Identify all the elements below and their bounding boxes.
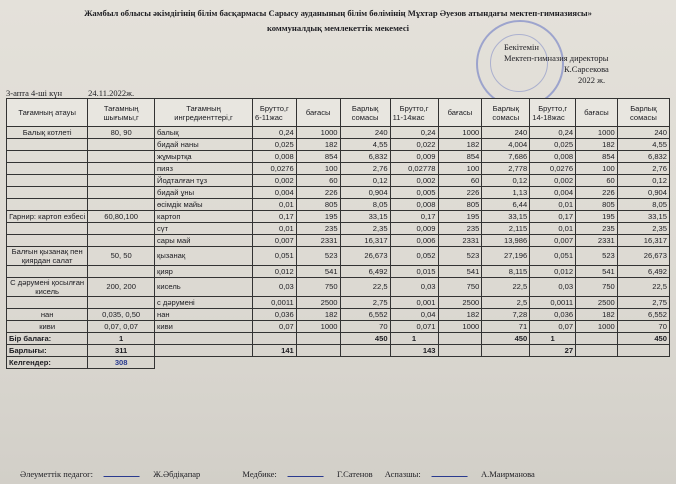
value-cell: 0,12 <box>617 175 669 187</box>
ingredient-cell: өсімдік майы <box>155 199 253 211</box>
value-cell: 750 <box>438 278 482 297</box>
yield-cell <box>88 163 155 175</box>
dish-name-cell <box>7 163 88 175</box>
value-cell: 541 <box>438 266 482 278</box>
ingredient-cell: нан <box>155 309 253 321</box>
ingredient-cell: пияз <box>155 163 253 175</box>
value-cell: 2,778 <box>482 163 530 175</box>
value-cell: 4,004 <box>482 139 530 151</box>
menu-table <box>6 98 670 369</box>
value-cell: 0,24 <box>390 127 438 139</box>
value-cell: 750 <box>296 278 340 297</box>
value-cell: 750 <box>576 278 618 297</box>
dish-name-cell: Балғын қызанақ пен қиярдан салат <box>7 247 88 266</box>
ingredient-cell: жұмыртқа <box>155 151 253 163</box>
col-price-2: бағасы <box>438 99 482 127</box>
value-cell: 26,673 <box>340 247 390 266</box>
ingredient-cell: сүт <box>155 223 253 235</box>
one-child-3: 1 <box>390 333 438 345</box>
approval-block <box>504 42 609 86</box>
nurse-name: Г.Сатенов <box>337 469 373 479</box>
value-cell: 0,03 <box>390 278 438 297</box>
ingredient-cell: картоп <box>155 211 253 223</box>
value-cell: 0,01 <box>252 199 296 211</box>
col-gross-1 <box>252 99 296 127</box>
signature-icon <box>103 468 142 477</box>
value-cell: 0,007 <box>530 235 576 247</box>
col-ingredients: Тағамның ингредиенттері,г <box>155 99 253 127</box>
menu-body <box>7 127 670 333</box>
dish-name-cell: С дәрумені қосылған кисель <box>7 278 88 297</box>
table-row <box>7 127 670 139</box>
table-row <box>7 139 670 151</box>
value-cell: 182 <box>296 309 340 321</box>
one-child-5: 1 <box>530 333 576 345</box>
one-child-6: 450 <box>617 333 669 345</box>
ingredient-cell: бидай ұны <box>155 187 253 199</box>
yield-cell: 0,035, 0,50 <box>88 309 155 321</box>
value-cell: 2500 <box>576 297 618 309</box>
approval-title: Бекітемін <box>504 42 539 52</box>
value-cell: 195 <box>296 211 340 223</box>
value-cell: 4,55 <box>340 139 390 151</box>
gross-label-2: Брутто,г <box>399 103 429 113</box>
yield-cell <box>88 235 155 247</box>
value-cell: 2,5 <box>482 297 530 309</box>
col-price-1: бағасы <box>296 99 340 127</box>
table-row <box>7 163 670 175</box>
value-cell: 60 <box>576 175 618 187</box>
gross-label-3: Брутто,г <box>538 103 568 113</box>
value-cell: 16,317 <box>340 235 390 247</box>
value-cell: 0,01 <box>530 199 576 211</box>
value-cell: 7,28 <box>482 309 530 321</box>
value-cell: 2,76 <box>340 163 390 175</box>
value-cell: 182 <box>438 309 482 321</box>
table-row <box>7 321 670 333</box>
value-cell: 100 <box>576 163 618 175</box>
value-cell: 0,071 <box>390 321 438 333</box>
table-row <box>7 297 670 309</box>
value-cell: 70 <box>340 321 390 333</box>
value-cell: 854 <box>438 151 482 163</box>
table-row <box>7 278 670 297</box>
gross-label-1: Брутто,г <box>259 103 289 113</box>
ingredient-cell: кисель <box>155 278 253 297</box>
approval-position: Мектеп-гимназия директоры <box>504 53 609 63</box>
value-cell: 0,022 <box>390 139 438 151</box>
col-total-2: Барлық сомасы <box>482 99 530 127</box>
yield-cell: 200, 200 <box>88 278 155 297</box>
age-group-2: 11-14жас <box>392 112 425 122</box>
value-cell: 6,492 <box>617 266 669 278</box>
table-row <box>7 266 670 278</box>
total-4: 27 <box>530 345 576 357</box>
table-row <box>7 235 670 247</box>
yield-cell <box>88 151 155 163</box>
value-cell: 235 <box>576 223 618 235</box>
value-cell: 541 <box>296 266 340 278</box>
value-cell: 7,686 <box>482 151 530 163</box>
value-cell: 0,004 <box>252 187 296 199</box>
value-cell: 523 <box>438 247 482 266</box>
yield-cell <box>88 266 155 278</box>
menu-date: 24.11.2022ж. <box>88 88 135 98</box>
value-cell: 6,552 <box>617 309 669 321</box>
value-cell: 0,005 <box>390 187 438 199</box>
value-cell: 182 <box>576 139 618 151</box>
signature-icon <box>287 468 326 477</box>
value-cell: 26,673 <box>617 247 669 266</box>
value-cell: 0,17 <box>252 211 296 223</box>
col-total-1: Барлық сомасы <box>340 99 390 127</box>
age-group-3: 14-18жас <box>532 112 565 122</box>
value-cell: 6,832 <box>340 151 390 163</box>
yield-cell <box>88 223 155 235</box>
value-cell: 100 <box>296 163 340 175</box>
value-cell: 60 <box>296 175 340 187</box>
col-gross-3 <box>530 99 576 127</box>
value-cell: 0,0011 <box>530 297 576 309</box>
value-cell: 71 <box>482 321 530 333</box>
value-cell: 0,012 <box>530 266 576 278</box>
yield-cell: 60,80,100 <box>88 211 155 223</box>
value-cell: 0,04 <box>390 309 438 321</box>
value-cell: 805 <box>296 199 340 211</box>
col-gross-2 <box>390 99 438 127</box>
value-cell: 0,012 <box>252 266 296 278</box>
value-cell: 226 <box>576 187 618 199</box>
value-cell: 0,24 <box>252 127 296 139</box>
value-cell: 0,002 <box>252 175 296 187</box>
value-cell: 0,02778 <box>390 163 438 175</box>
value-cell: 182 <box>296 139 340 151</box>
value-cell: 235 <box>438 223 482 235</box>
yield-cell: 80, 90 <box>88 127 155 139</box>
value-cell: 2,35 <box>340 223 390 235</box>
one-child-1: 1 <box>88 333 155 345</box>
value-cell: 195 <box>576 211 618 223</box>
dish-name-cell: киви <box>7 321 88 333</box>
yield-cell <box>88 199 155 211</box>
value-cell: 0,07 <box>530 321 576 333</box>
value-cell: 2331 <box>438 235 482 247</box>
age-group-1: 6-11жас <box>254 112 283 122</box>
value-cell: 2,75 <box>340 297 390 309</box>
value-cell: 0,036 <box>530 309 576 321</box>
approval-year: 2022 ж. <box>578 75 606 85</box>
value-cell: 854 <box>576 151 618 163</box>
cook-name: А.Маирманова <box>480 469 535 479</box>
value-cell: 0,12 <box>482 175 530 187</box>
ingredient-cell: балық <box>155 127 253 139</box>
org-header-line1: Жамбыл облысы әкімдігінің білім басқармасы Сарысу ауданының білім бөлімінің Мұхтар Әуезов атындағы мектеп-гимназиясы» <box>84 8 592 18</box>
value-cell: 182 <box>576 309 618 321</box>
table-row <box>7 199 670 211</box>
value-cell: 100 <box>438 163 482 175</box>
value-cell: 27,196 <box>482 247 530 266</box>
value-cell: 33,15 <box>482 211 530 223</box>
one-child-4: 450 <box>482 333 530 345</box>
org-header-line2: коммуналдық мемлекеттік мекемесі <box>266 23 410 33</box>
value-cell: 0,03 <box>252 278 296 297</box>
dish-name-cell <box>7 151 88 163</box>
value-cell: 2,115 <box>482 223 530 235</box>
value-cell: 805 <box>438 199 482 211</box>
value-cell: 0,008 <box>252 151 296 163</box>
value-cell: 0,036 <box>252 309 296 321</box>
value-cell: 240 <box>617 127 669 139</box>
value-cell: 0,007 <box>252 235 296 247</box>
table-row <box>7 211 670 223</box>
value-cell: 0,002 <box>390 175 438 187</box>
value-cell: 6,832 <box>617 151 669 163</box>
value-cell: 235 <box>296 223 340 235</box>
value-cell: 0,052 <box>390 247 438 266</box>
value-cell: 0,006 <box>390 235 438 247</box>
value-cell: 16,317 <box>617 235 669 247</box>
value-cell: 22,5 <box>340 278 390 297</box>
col-total-3: Барлық сомасы <box>617 99 669 127</box>
value-cell: 226 <box>296 187 340 199</box>
week-day: 3-апта 4-ші күн <box>6 88 63 98</box>
dish-name-cell <box>7 139 88 151</box>
table-row <box>7 187 670 199</box>
value-cell: 0,009 <box>390 223 438 235</box>
dish-name-cell <box>7 187 88 199</box>
value-cell: 0,004 <box>530 187 576 199</box>
total-2: 141 <box>252 345 296 357</box>
ingredient-cell: Йодталған тұз <box>155 175 253 187</box>
value-cell: 0,07 <box>252 321 296 333</box>
value-cell: 541 <box>576 266 618 278</box>
cook-label: Аспазшы: <box>384 469 421 479</box>
yield-cell: 0,07, 0,07 <box>88 321 155 333</box>
value-cell: 0,17 <box>530 211 576 223</box>
ingredient-cell: с дәрумені <box>155 297 253 309</box>
signature-icon <box>431 468 470 477</box>
one-child-2: 450 <box>340 333 390 345</box>
value-cell: 805 <box>576 199 618 211</box>
table-row <box>7 223 670 235</box>
table-row <box>7 309 670 321</box>
one-child-label: Бір балаға: <box>7 333 88 345</box>
nurse-label: Медбике: <box>242 469 277 479</box>
week-date-line <box>6 88 158 98</box>
yield-cell <box>88 139 155 151</box>
value-cell: 0,12 <box>340 175 390 187</box>
total-3: 143 <box>390 345 438 357</box>
value-cell: 0,002 <box>530 175 576 187</box>
value-cell: 226 <box>438 187 482 199</box>
value-cell: 0,008 <box>390 199 438 211</box>
value-cell: 240 <box>482 127 530 139</box>
social-pedagogue-name: Ж.Әбдiқапар <box>153 469 201 479</box>
value-cell: 523 <box>576 247 618 266</box>
ingredient-cell: қызанақ <box>155 247 253 266</box>
value-cell: 2,35 <box>617 223 669 235</box>
value-cell: 22,5 <box>617 278 669 297</box>
value-cell: 0,015 <box>390 266 438 278</box>
social-pedagogue-label: Әлеуметтік педагог: <box>20 469 93 479</box>
value-cell: 33,15 <box>340 211 390 223</box>
value-cell: 182 <box>438 139 482 151</box>
value-cell: 0,008 <box>530 151 576 163</box>
dish-name-cell <box>7 266 88 278</box>
value-cell: 33,15 <box>617 211 669 223</box>
came-value: 308 <box>88 357 155 369</box>
value-cell: 0,009 <box>390 151 438 163</box>
yield-cell: 50, 50 <box>88 247 155 266</box>
dish-name-cell <box>7 235 88 247</box>
value-cell: 22,5 <box>482 278 530 297</box>
value-cell: 1000 <box>438 127 482 139</box>
value-cell: 0,24 <box>530 127 576 139</box>
yield-cell <box>88 187 155 199</box>
col-yield: Тағамның шығымы,г <box>88 99 155 127</box>
ingredient-cell: қияр <box>155 266 253 278</box>
value-cell: 60 <box>438 175 482 187</box>
value-cell: 1000 <box>296 127 340 139</box>
value-cell: 0,904 <box>340 187 390 199</box>
table-row <box>7 151 670 163</box>
dish-name-cell: Гарнир: картоп езбесі <box>7 211 88 223</box>
value-cell: 2500 <box>438 297 482 309</box>
value-cell: 70 <box>617 321 669 333</box>
footer-signatures <box>20 468 545 479</box>
value-cell: 0,001 <box>390 297 438 309</box>
dish-name-cell <box>7 297 88 309</box>
value-cell: 0,17 <box>390 211 438 223</box>
value-cell: 523 <box>296 247 340 266</box>
dish-name-cell: Балық котлеті <box>7 127 88 139</box>
ingredient-cell: сары май <box>155 235 253 247</box>
table-row <box>7 247 670 266</box>
value-cell: 2,76 <box>617 163 669 175</box>
value-cell: 195 <box>438 211 482 223</box>
value-cell: 0,051 <box>252 247 296 266</box>
value-cell: 4,55 <box>617 139 669 151</box>
value-cell: 6,44 <box>482 199 530 211</box>
value-cell: 0,025 <box>530 139 576 151</box>
value-cell: 854 <box>296 151 340 163</box>
value-cell: 240 <box>340 127 390 139</box>
value-cell: 0,01 <box>530 223 576 235</box>
dish-name-cell <box>7 199 88 211</box>
total-1: 311 <box>88 345 155 357</box>
table-row <box>7 175 670 187</box>
value-cell: 1,13 <box>482 187 530 199</box>
value-cell: 1000 <box>438 321 482 333</box>
value-cell: 8,05 <box>617 199 669 211</box>
value-cell: 0,025 <box>252 139 296 151</box>
dish-name-cell: нан <box>7 309 88 321</box>
value-cell: 0,0276 <box>252 163 296 175</box>
ingredient-cell: бидай наны <box>155 139 253 151</box>
value-cell: 0,0276 <box>530 163 576 175</box>
col-dish: Тағамның атауы <box>7 99 88 127</box>
yield-cell <box>88 297 155 309</box>
value-cell: 1000 <box>296 321 340 333</box>
value-cell: 2331 <box>576 235 618 247</box>
value-cell: 0,904 <box>617 187 669 199</box>
value-cell: 0,051 <box>530 247 576 266</box>
value-cell: 2331 <box>296 235 340 247</box>
value-cell: 6,492 <box>340 266 390 278</box>
value-cell: 1000 <box>576 127 618 139</box>
value-cell: 1000 <box>576 321 618 333</box>
value-cell: 8,05 <box>340 199 390 211</box>
came-label: Келгендер: <box>7 357 88 369</box>
total-label: Барлығы: <box>7 345 88 357</box>
value-cell: 8,115 <box>482 266 530 278</box>
value-cell: 6,552 <box>340 309 390 321</box>
dish-name-cell <box>7 223 88 235</box>
dish-name-cell <box>7 175 88 187</box>
col-price-3: бағасы <box>576 99 618 127</box>
yield-cell <box>88 175 155 187</box>
value-cell: 0,0011 <box>252 297 296 309</box>
value-cell: 0,03 <box>530 278 576 297</box>
approval-director-name: К.Сарсекова <box>564 64 609 74</box>
value-cell: 13,986 <box>482 235 530 247</box>
value-cell: 0,01 <box>252 223 296 235</box>
value-cell: 2,75 <box>617 297 669 309</box>
value-cell: 2500 <box>296 297 340 309</box>
ingredient-cell: киви <box>155 321 253 333</box>
